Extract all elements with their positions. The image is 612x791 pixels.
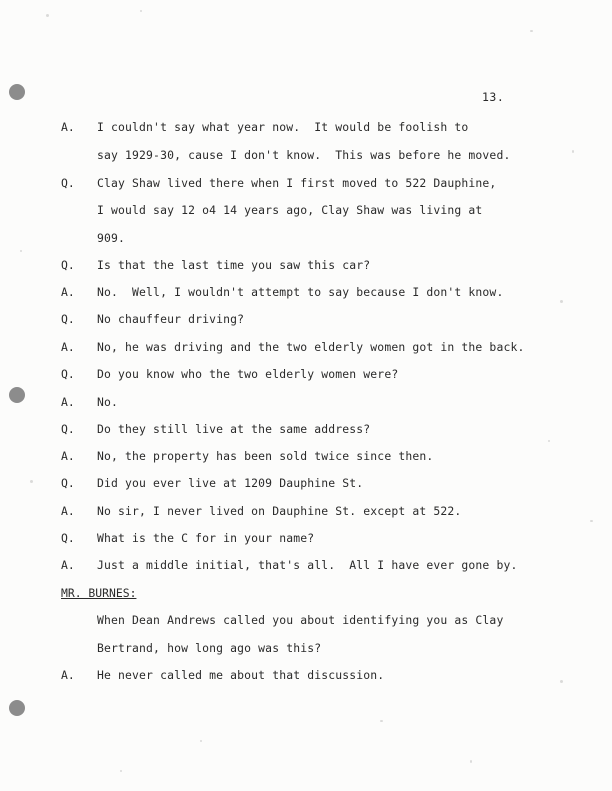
transcript-line: No, the property has been sold twice since then. [97, 449, 434, 463]
transcript-line: say 1929-30, cause I don't know. This was before he moved. [97, 148, 511, 162]
speaker-label: A. [61, 120, 75, 134]
transcript-line: What is the C for in your name? [97, 531, 315, 545]
transcript-line: When Dean Andrews called you about identifying you as Clay [97, 613, 504, 627]
transcript-line: No chauffeur driving? [97, 312, 245, 326]
transcript-line: Is that the last time you saw this car? [97, 258, 371, 272]
transcript-line: 909. [97, 231, 126, 245]
speaker-label: A. [61, 340, 75, 354]
speaker-label: Q. [61, 258, 75, 272]
speaker-label: A. [61, 558, 75, 572]
speaker-label: A. [61, 504, 75, 518]
page-number: 13. [482, 90, 505, 104]
speaker-label: A. [61, 285, 75, 299]
speaker-label: Q. [61, 531, 75, 545]
speaker-label: Q. [61, 422, 75, 436]
section-heading: MR. BURNES: [61, 586, 137, 600]
speaker-label: Q. [61, 476, 75, 490]
transcript-line: I would say 12 o4 14 years ago, Clay Shaw was living at [97, 203, 483, 217]
transcript-line: Clay Shaw lived there when I first moved to 522 Dauphine, [97, 176, 497, 190]
speaker-label: Q. [61, 367, 75, 381]
punch-hole [9, 387, 25, 403]
transcript-line: No sir, I never lived on Dauphine St. except at 522. [97, 504, 462, 518]
transcript-line: No, he was driving and the two elderly women got in the back. [97, 340, 525, 354]
transcript-line: No. [97, 395, 119, 409]
speaker-label: A. [61, 395, 75, 409]
speaker-label: A. [61, 668, 75, 682]
transcript-line: Did you ever live at 1209 Dauphine St. [97, 476, 364, 490]
transcript-line: Do they still live at the same address? [97, 422, 371, 436]
transcript-line: He never called me about that discussion. [97, 668, 385, 682]
punch-hole [9, 84, 25, 100]
transcript-line: I couldn't say what year now. It would be foolish to [97, 120, 469, 134]
transcript-line: Do you know who the two elderly women were? [97, 367, 399, 381]
transcript-line: Just a middle initial, that's all. All I have ever gone by. [97, 558, 518, 572]
punch-hole [9, 700, 25, 716]
speaker-label: Q. [61, 176, 75, 190]
speaker-label: A. [61, 449, 75, 463]
transcript-line: Bertrand, how long ago was this? [97, 641, 322, 655]
transcript-line: No. Well, I wouldn't attempt to say because I don't know. [97, 285, 504, 299]
speaker-label: Q. [61, 312, 75, 326]
